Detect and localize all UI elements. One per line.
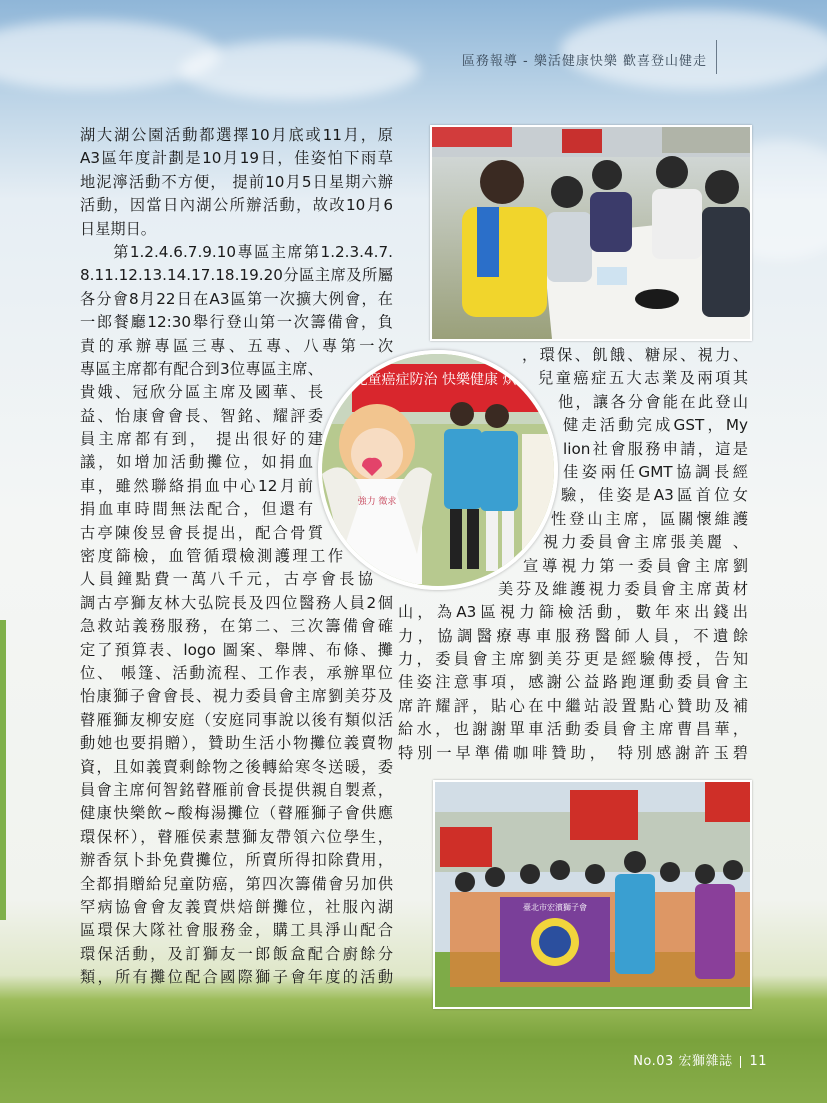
text-line: lion社會服務申請，這是: [563, 439, 748, 458]
text-line: 調古亭獅友林大弘院長及四位醫務人員2個: [80, 593, 393, 612]
text-line: 各分會8月22日在A3區第一次擴大例會，在: [80, 289, 393, 308]
text-line: 佳姿注意事項，感謝公益路跑運動委員會主: [398, 673, 748, 692]
text-line: 環保杯），瞽雁侯素慧獅友帶領六位學生，: [80, 827, 393, 846]
text-line: 區環保大隊社會服務金，購工具淨山配合: [80, 921, 393, 940]
text-line: 急救站義務服務，在第二、三次籌備會確: [80, 617, 393, 636]
text-line: 辦香氛卜卦免費攤位，所賣所得扣除費用，: [80, 851, 393, 870]
left-text-column: [80, 124, 393, 989]
text-line: 健康快樂飲~酸梅湯攤位（瞽雁獅子會供應: [80, 804, 393, 823]
angel-sign-text: 強力 徵求: [357, 497, 397, 507]
photo-health-check-image: [432, 127, 750, 339]
text-line: 專區主席都有配合到3位專區主席、: [80, 359, 323, 378]
text-line: 兒童癌症五大志業及兩項其: [538, 369, 748, 388]
text-line: 他，讓各分會能在此登山: [558, 392, 748, 411]
text-line: 資，且如義賣剩餘物之後轉給寒冬送暖，委: [80, 757, 393, 776]
text-line: 力，委員會主席劉美芬更是經驗傳授，告知: [398, 650, 748, 669]
text-line: 8.11.12.13.14.17.18.19.20分區主席及所屬: [80, 266, 393, 285]
left-accent-bar: [0, 620, 6, 920]
text-line: 貴娥、冠欣分區主席及國華、長: [80, 383, 323, 402]
text-line: 員主席都有到， 提出很好的建: [80, 430, 323, 449]
text-line: 視力委員會主席張美麗 、: [543, 533, 748, 552]
text-line: 類，所有攤位配合國際獅子會年度的活動: [80, 968, 393, 987]
page-footer: [633, 1050, 767, 1069]
text-line: 全都捐贈給兒童防癌，第四次籌備會另加供: [80, 874, 393, 893]
photo-group-banner-image: [435, 782, 750, 1007]
text-line: 瞽雁獅友柳安庭（安庭同事說以後有類似活: [80, 710, 393, 729]
text-line: 特別一早準備咖啡贊助， 特別感謝許玉碧: [398, 743, 748, 762]
text-line: 一郎餐廳12:30舉行登山第一次籌備會，負: [80, 313, 393, 332]
booth-banner-text: 兒童癌症防治 快樂健康 烘培: [353, 372, 531, 388]
text-line: 佳姿兩任GMT協調長經: [563, 462, 748, 481]
section-header: 區務報導 - 樂活健康快樂 歡喜登山健走: [461, 54, 707, 69]
text-line: 驗，佳姿是A3區首位女: [561, 486, 748, 505]
text-line: 活動，因當日內湖公所辦活動，故改10月6: [80, 196, 393, 215]
text-line: 益、怡康會會長、智銘、耀評委: [80, 406, 323, 425]
text-line: 密度篩檢，血管循環檢測護理工作: [80, 547, 343, 566]
text-line: 給水，也謝謝單車活動委員會主席曹昌華，: [398, 720, 748, 739]
header-divider: [716, 40, 717, 74]
photo-health-check: [430, 125, 752, 341]
text-line: 宣導視力第一委員會主席劉: [523, 556, 748, 575]
cloud: [180, 40, 420, 100]
text-line: 定了預算表、logo 圖案、舉牌、布條、攤: [80, 640, 393, 659]
text-line: 捐血車時間無法配合，但還有: [80, 500, 313, 519]
text-line: 員會主席何智銘瞽雁前會長提供親自製煮，: [80, 780, 393, 799]
right-text-column: [398, 344, 748, 765]
text-line: 健走活動完成GST，My: [563, 416, 748, 435]
text-line: 人員鐘點費一萬八千元，古亭會長協: [80, 570, 373, 589]
text-line: 環保活動，及訂獅友一郎飯盒配合廚餘分: [80, 944, 393, 963]
text-line: 議，如增加活動攤位，如捐血: [80, 453, 313, 472]
page-number: 11: [749, 1054, 767, 1069]
text-line: 第1.2.4.6.7.9.10專區主席第1.2.3.4.7.: [80, 242, 393, 261]
text-line: 席許耀評，貼心在中繼站設置點心贊助及補: [398, 696, 748, 715]
photo-group-banner: [433, 780, 752, 1009]
text-line: 位、 帳篷、活動流程、工作表，承辦單位: [80, 663, 393, 682]
text-line: 地泥濘活動不方便， 提前10月5日星期六辦: [80, 172, 393, 191]
issue-label: No.03 宏獅雜誌: [633, 1054, 733, 1069]
text-line: ，環保、飢餓、糖尿、視力、: [522, 346, 748, 364]
text-line: 罕病協會會友義賣烘焙餅攤位，社服內湖: [80, 897, 393, 916]
text-line: 怡康獅子會會長、視力委員會主席劉美芬及: [80, 687, 393, 706]
text-line: 車，雖然聯絡捐血中心12月前: [80, 476, 313, 495]
text-line: 湖大湖公園活動都選擇10月底或11月，原: [80, 126, 393, 144]
text-line: 日星期日。: [80, 219, 156, 238]
text-line: 動她也要捐贈），贊助生活小物攤位義賣物: [80, 734, 393, 753]
text-line: 責的承辦專區三專、五專、八專第一次: [80, 336, 393, 355]
text-line: 古亭陳俊昱會長提出，配合骨質: [80, 523, 323, 542]
text-line: 性登山主席，區關懷維護: [551, 509, 748, 528]
text-line: 力，協調醫療專車服務醫師人員，不遺餘: [398, 626, 748, 645]
flag-text: 臺北市宏濱獅子會: [523, 903, 587, 912]
text-line: 美芬及維護視力委員會主席黃材: [498, 579, 748, 598]
text-line: 山，為A3區視力篩檢活動，數年來出錢出: [398, 603, 748, 622]
text-line: A3區年度計劃是10月19日，佳姿怕下雨草: [80, 149, 393, 168]
